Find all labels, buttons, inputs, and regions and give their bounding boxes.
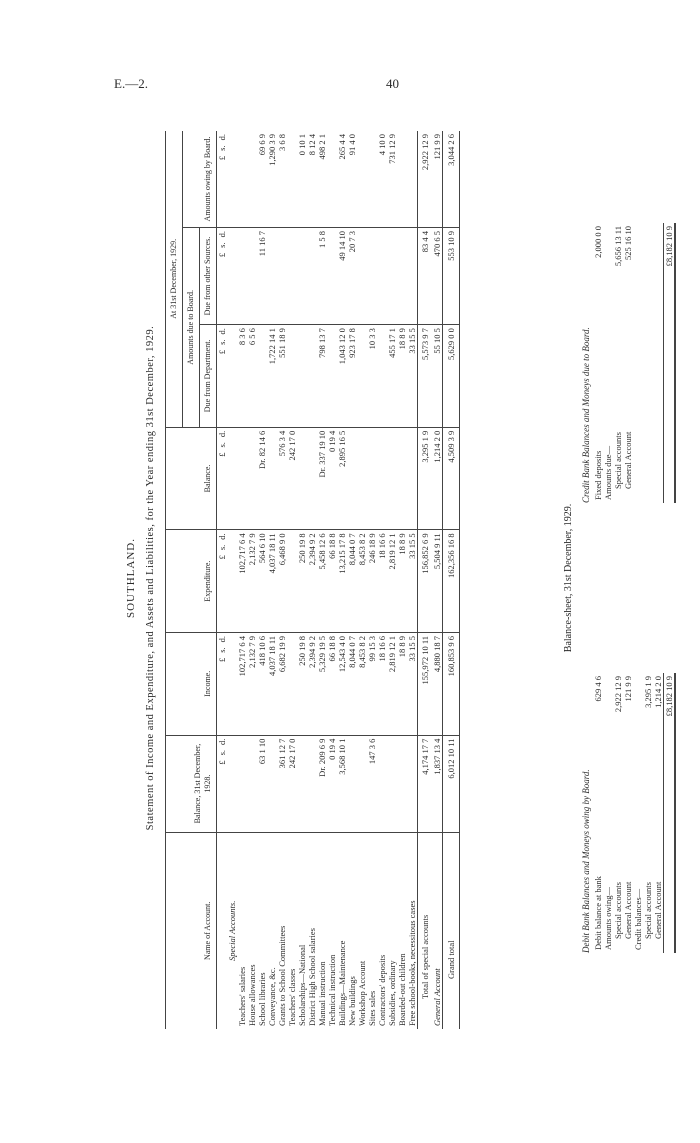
cell-due-other: [327, 228, 337, 325]
rotated-statement: [117, 113, 687, 1043]
col-amounts-due: Amounts due to Board.: [183, 228, 200, 428]
bs-amount: 3,295 1 9: [643, 676, 653, 708]
cell-owing: 2,922 12 9: [418, 131, 433, 228]
cell-bal28: [407, 735, 418, 832]
cell-due-dept: [307, 325, 317, 428]
cell-due-dept: 8 3 6: [237, 325, 247, 428]
row-name: Conveyance, &c.: [267, 967, 277, 1026]
balance-sheet-row: [653, 673, 664, 953]
account-row: [367, 131, 377, 1029]
row-name: Total of special accounts: [418, 832, 433, 1029]
statement-title: Statement of Income and Expenditure, and Assets and Liabilities, for the Year ending 31st December, 1929.: [145, 325, 156, 831]
balance-sheet-row: [613, 673, 623, 953]
row-name: Grand total: [443, 832, 460, 1029]
cell-due-dept: 5,629 0 0: [443, 325, 460, 428]
cell-balance: [267, 427, 277, 530]
cell-bal28: 3,568 10 1: [337, 735, 347, 832]
cell-bal28: 147 3 6: [367, 735, 377, 832]
region-title: SOUTHLAND.: [125, 538, 137, 618]
cell-due-other: [237, 228, 247, 325]
cell-due-dept: [327, 325, 337, 428]
account-row: [337, 131, 347, 1029]
bs-amount: 1,214 2 0: [653, 676, 663, 708]
cell-income: 66 18 8: [327, 632, 337, 735]
account-rows: [237, 131, 418, 1029]
lsd-header: £ s. d.: [217, 325, 228, 428]
account-row: [407, 131, 418, 1029]
bs-label: Debit balance at bank: [593, 876, 603, 950]
cell-owing: [357, 131, 367, 228]
cell-due-other: [287, 228, 297, 325]
cell-income: [287, 632, 297, 735]
cell-bal28: [357, 735, 367, 832]
bs-amount: 629 4 6: [593, 676, 603, 702]
cell-income: 155,972 10 11: [418, 632, 433, 735]
cell-owing: 3,044 2 6: [443, 131, 460, 228]
row-name: House allowances: [247, 964, 257, 1026]
cell-income: 418 10 6: [257, 632, 267, 735]
cell-due-dept: 33 15 5: [407, 325, 418, 428]
cell-income: 8,453 8 2: [357, 632, 367, 735]
account-row: [357, 131, 367, 1029]
row-name: Technical instruction: [327, 954, 337, 1026]
cell-balance: [307, 427, 317, 530]
row-name: Free school-books, necessitous cases: [407, 900, 417, 1026]
cell-bal28: 63 1 10: [257, 735, 267, 832]
cell-due-dept: 455 17 1: [387, 325, 397, 428]
bs-amount: [603, 223, 613, 331]
col-due-other: Due from other Sources.: [200, 228, 217, 325]
cell-balance: Dr. 82 14 6: [257, 427, 267, 530]
balance-sheet-row: [623, 673, 633, 953]
balance-sheet-row: [603, 223, 613, 503]
row-name: Sites sales: [367, 990, 377, 1026]
bs-label: Special accounts: [613, 882, 623, 939]
account-row: [277, 131, 287, 1029]
cell-income: 18 16 6: [377, 632, 387, 735]
cell-balance: [367, 427, 377, 530]
cell-due-dept: [377, 325, 387, 428]
cell-balance: [397, 427, 407, 530]
balance-sheet-row: [603, 673, 613, 953]
row-name: District High School salaries: [307, 928, 317, 1026]
cell-expenditure: 4,037 18 11: [267, 530, 277, 633]
col-due-department: Due from Department.: [200, 325, 217, 428]
col-balance: Balance.: [166, 427, 217, 530]
bs-label: General Account: [653, 881, 663, 939]
account-row: [347, 131, 357, 1029]
cell-owing: [407, 131, 418, 228]
cell-balance: [297, 427, 307, 530]
col-name: Name of Account.: [166, 832, 217, 1029]
cell-income: 99 15 3: [367, 632, 377, 735]
cell-expenditure: 246 18 9: [367, 530, 377, 633]
cell-due-dept: [257, 325, 267, 428]
row-name: Boarded-out children: [397, 953, 407, 1026]
cell-balance: [357, 427, 367, 530]
cell-bal28: [347, 735, 357, 832]
cell-expenditure: 564 6 10: [257, 530, 267, 633]
cell-due-dept: [287, 325, 297, 428]
total-special-row: [418, 131, 433, 1029]
balance-sheet-row: [633, 673, 643, 953]
general-account-row: [432, 131, 443, 1029]
cell-owing: [237, 131, 247, 228]
cell-expenditure: 18 16 6: [377, 530, 387, 633]
cell-expenditure: 2,819 12 1: [387, 530, 397, 633]
cell-due-other: [277, 228, 287, 325]
cell-balance: 242 17 0: [287, 427, 297, 530]
balance-sheet-title: Balance-sheet, 31st December, 1929.: [563, 503, 574, 653]
row-name: Buildings—Maintenance: [337, 940, 347, 1026]
bs-amount: 121 9 9: [623, 676, 633, 702]
balance-sheet-row: [643, 673, 653, 953]
grand-total-row: [443, 131, 460, 1029]
account-row: [327, 131, 337, 1029]
row-name: Manual instruction: [317, 961, 327, 1026]
cell-owing: 3 6 8: [277, 131, 287, 228]
cell-balance: 4,509 3 9: [443, 427, 460, 530]
cell-balance: [237, 427, 247, 530]
cell-expenditure: 5,504 9 11: [432, 530, 443, 633]
cell-owing: [247, 131, 257, 228]
cell-owing: 731 12 9: [387, 131, 397, 228]
cell-bal28: [387, 735, 397, 832]
cell-income: 250 19 8: [297, 632, 307, 735]
lsd-header: £ s. d.: [217, 530, 228, 633]
cell-income: 4,880 18 7: [432, 632, 443, 735]
account-row: [297, 131, 307, 1029]
debit-title: Debit Bank Balances and Moneys owing by Board.: [581, 769, 591, 953]
cell-expenditure: 8,044 0 7: [347, 530, 357, 633]
page-number: 40: [386, 76, 399, 91]
row-name: School libraries: [257, 972, 267, 1026]
cell-due-other: [297, 228, 307, 325]
cell-income: 6,682 19 9: [277, 632, 287, 735]
cell-due-other: 83 4 4: [418, 228, 433, 325]
cell-owing: [327, 131, 337, 228]
balance-sheet-row: [613, 223, 623, 503]
cell-bal28: [247, 735, 257, 832]
cell-due-other: 11 16 7: [257, 228, 267, 325]
lsd-header: £ s. d.: [217, 131, 228, 228]
bs-amount: 5,656 13 11: [613, 226, 623, 267]
bs-label: Special accounts: [643, 882, 653, 939]
cell-due-other: [407, 228, 418, 325]
cell-owing: 121 9 9: [432, 131, 443, 228]
cell-expenditure: [287, 530, 297, 633]
cell-due-other: [367, 228, 377, 325]
cell-expenditure: 5,458 12 6: [317, 530, 327, 633]
cell-owing: 4 10 0: [377, 131, 387, 228]
cell-expenditure: 250 19 8: [297, 530, 307, 633]
cell-income: 12,543 4 0: [337, 632, 347, 735]
cell-income: 8,044 0 7: [347, 632, 357, 735]
balance-sheet-row: [593, 223, 603, 503]
cell-due-other: [307, 228, 317, 325]
cell-bal28: 361 12 7: [277, 735, 287, 832]
cell-expenditure: 18 8 9: [397, 530, 407, 633]
bs-amount: 2,000 0 0: [593, 226, 603, 258]
cell-due-other: [267, 228, 277, 325]
cell-expenditure: 156,852 6 9: [418, 530, 433, 633]
row-name: Teachers' classes: [287, 968, 297, 1026]
cell-due-dept: [297, 325, 307, 428]
account-row: [307, 131, 317, 1029]
bs-label: Credit balances—: [633, 888, 643, 950]
cell-expenditure: 162,356 16 8: [443, 530, 460, 633]
row-name: Teachers' salaries: [237, 966, 247, 1026]
bs-label: General Account: [623, 431, 633, 489]
cell-due-dept: 5,573 9 7: [418, 325, 433, 428]
row-name: Contractors' deposits: [377, 954, 387, 1026]
cell-due-other: [377, 228, 387, 325]
account-row: [387, 131, 397, 1029]
credit-table: [593, 223, 676, 503]
cell-due-dept: 55 10 5: [432, 325, 443, 428]
cell-owing: 265 4 4: [337, 131, 347, 228]
cell-due-dept: 18 8 9: [397, 325, 407, 428]
account-row: [287, 131, 297, 1029]
cell-income: 2,819 12 1: [387, 632, 397, 735]
cell-bal28: [237, 735, 247, 832]
cell-income: 4,037 18 11: [267, 632, 277, 735]
cell-expenditure: 8,453 8 2: [357, 530, 367, 633]
cell-expenditure: 13,215 17 8: [337, 530, 347, 633]
cell-owing: [367, 131, 377, 228]
row-name: Workshop Account: [357, 960, 367, 1026]
bs-label: Amounts owing—: [603, 886, 613, 950]
cell-owing: [397, 131, 407, 228]
credit-total: £8,182 10 9: [664, 223, 676, 331]
cell-due-other: 1 5 8: [317, 228, 327, 325]
cell-income: 18 8 9: [397, 632, 407, 735]
cell-bal28: 4,174 17 7: [418, 735, 433, 832]
lsd-header: £ s. d.: [217, 632, 228, 735]
lsd-header: £ s. d.: [217, 427, 228, 530]
cell-balance: 1,214 2 0: [432, 427, 443, 530]
bs-label: General Account: [623, 881, 633, 939]
account-row: [267, 131, 277, 1029]
bs-amount: [633, 673, 643, 776]
lsd-header: £ s. d.: [217, 228, 228, 325]
cell-due-dept: 6 5 6: [247, 325, 257, 428]
cell-balance: 576 3 4: [277, 427, 287, 530]
bs-label: Fixed deposits: [593, 450, 603, 500]
cell-expenditure: 2,394 9 2: [307, 530, 317, 633]
cell-balance: [347, 427, 357, 530]
debit-table: [593, 673, 676, 953]
cell-balance: 0 19 4: [327, 427, 337, 530]
cell-bal28: [377, 735, 387, 832]
cell-due-dept: 551 18 9: [277, 325, 287, 428]
cell-balance: [377, 427, 387, 530]
cell-due-other: 20 7 3: [347, 228, 357, 325]
cell-income: 33 15 5: [407, 632, 418, 735]
cell-due-dept: 1,722 14 1: [267, 325, 277, 428]
cell-expenditure: 66 18 8: [327, 530, 337, 633]
balance-sheet-row: [623, 223, 633, 503]
cell-balance: [387, 427, 397, 530]
cell-due-other: [357, 228, 367, 325]
cell-balance: [247, 427, 257, 530]
cell-income: 160,853 9 6: [443, 632, 460, 735]
cell-due-dept: 10 3 3: [367, 325, 377, 428]
cell-bal28: [307, 735, 317, 832]
account-row: [317, 131, 327, 1029]
balance-sheet-row: [593, 673, 603, 953]
section-special-accounts: Special Accounts.: [227, 900, 237, 961]
cell-owing: 498 2 1: [317, 131, 327, 228]
row-name: General Account: [432, 968, 442, 1026]
cell-balance: 2,895 16 5: [337, 427, 347, 530]
row-name: Grants to School Committees: [277, 925, 287, 1026]
statement-table: [165, 131, 460, 1029]
row-name: Subsidies, ordinary: [387, 960, 397, 1026]
cell-expenditure: 102,717 6 4: [237, 530, 247, 633]
cell-balance: 3,295 1 9: [418, 427, 433, 530]
cell-income: 102,717 6 4: [237, 632, 247, 735]
cell-income: 2,394 9 2: [307, 632, 317, 735]
cell-due-other: 49 14 10: [337, 228, 347, 325]
cell-balance: Dr. 337 19 10: [317, 427, 327, 530]
bs-amount: 525 16 10: [623, 226, 633, 260]
bs-label: Special accounts: [613, 432, 623, 489]
cell-owing: 1,290 3 9: [267, 131, 277, 228]
cell-due-dept: [357, 325, 367, 428]
cell-bal28: 242 17 0: [287, 735, 297, 832]
account-row: [247, 131, 257, 1029]
cell-bal28: Dr. 209 6 9: [317, 735, 327, 832]
lsd-header: £ s. d.: [217, 735, 228, 832]
col-amounts-owing: Amounts owing by Board.: [183, 131, 217, 228]
row-name: New buildings: [347, 976, 357, 1026]
debit-total: £8,182 10 9: [664, 673, 676, 776]
account-row: [257, 131, 267, 1029]
cell-owing: [287, 131, 297, 228]
page-reference: E.—2.: [114, 76, 148, 91]
bs-amount: 2,922 12 9: [613, 676, 623, 713]
cell-bal28: [267, 735, 277, 832]
cell-due-dept: 1,043 12 0: [337, 325, 347, 428]
account-row: [377, 131, 387, 1029]
cell-bal28: 1,837 13 4: [432, 735, 443, 832]
cell-bal28: [397, 735, 407, 832]
cell-due-dept: 923 17 8: [347, 325, 357, 428]
cell-due-dept: 798 13 7: [317, 325, 327, 428]
col-balance-1928: Balance, 31st December, 1928.: [166, 735, 217, 832]
col-at-31-dec: At 31st December, 1929.: [166, 131, 183, 427]
cell-due-other: 470 6 5: [432, 228, 443, 325]
cell-owing: 91 4 0: [347, 131, 357, 228]
cell-expenditure: 6,468 9 0: [277, 530, 287, 633]
credit-title: Credit Bank Balances and Moneys due to Board.: [581, 327, 591, 503]
cell-due-other: [247, 228, 257, 325]
cell-balance: [407, 427, 418, 530]
cell-due-other: 553 10 9: [443, 228, 460, 325]
account-row: [397, 131, 407, 1029]
bs-label: Amounts due—: [603, 445, 613, 500]
cell-due-other: [397, 228, 407, 325]
cell-income: 2,132 7 9: [247, 632, 257, 735]
cell-expenditure: 33 15 5: [407, 530, 418, 633]
cell-owing: 0 10 1: [297, 131, 307, 228]
bs-amount: [603, 673, 613, 776]
cell-bal28: 0 19 4: [327, 735, 337, 832]
col-income: Income.: [166, 632, 217, 735]
cell-bal28: 6,012 10 11: [443, 735, 460, 832]
cell-owing: 8 12 4: [307, 131, 317, 228]
cell-owing: 69 6 9: [257, 131, 267, 228]
account-row: [237, 131, 247, 1029]
cell-bal28: [297, 735, 307, 832]
col-expenditure: Expenditure.: [166, 530, 217, 633]
cell-income: 5,329 19 5: [317, 632, 327, 735]
row-name: Scholarships—National: [297, 944, 307, 1026]
cell-due-other: [387, 228, 397, 325]
cell-expenditure: 2,132 7 9: [247, 530, 257, 633]
